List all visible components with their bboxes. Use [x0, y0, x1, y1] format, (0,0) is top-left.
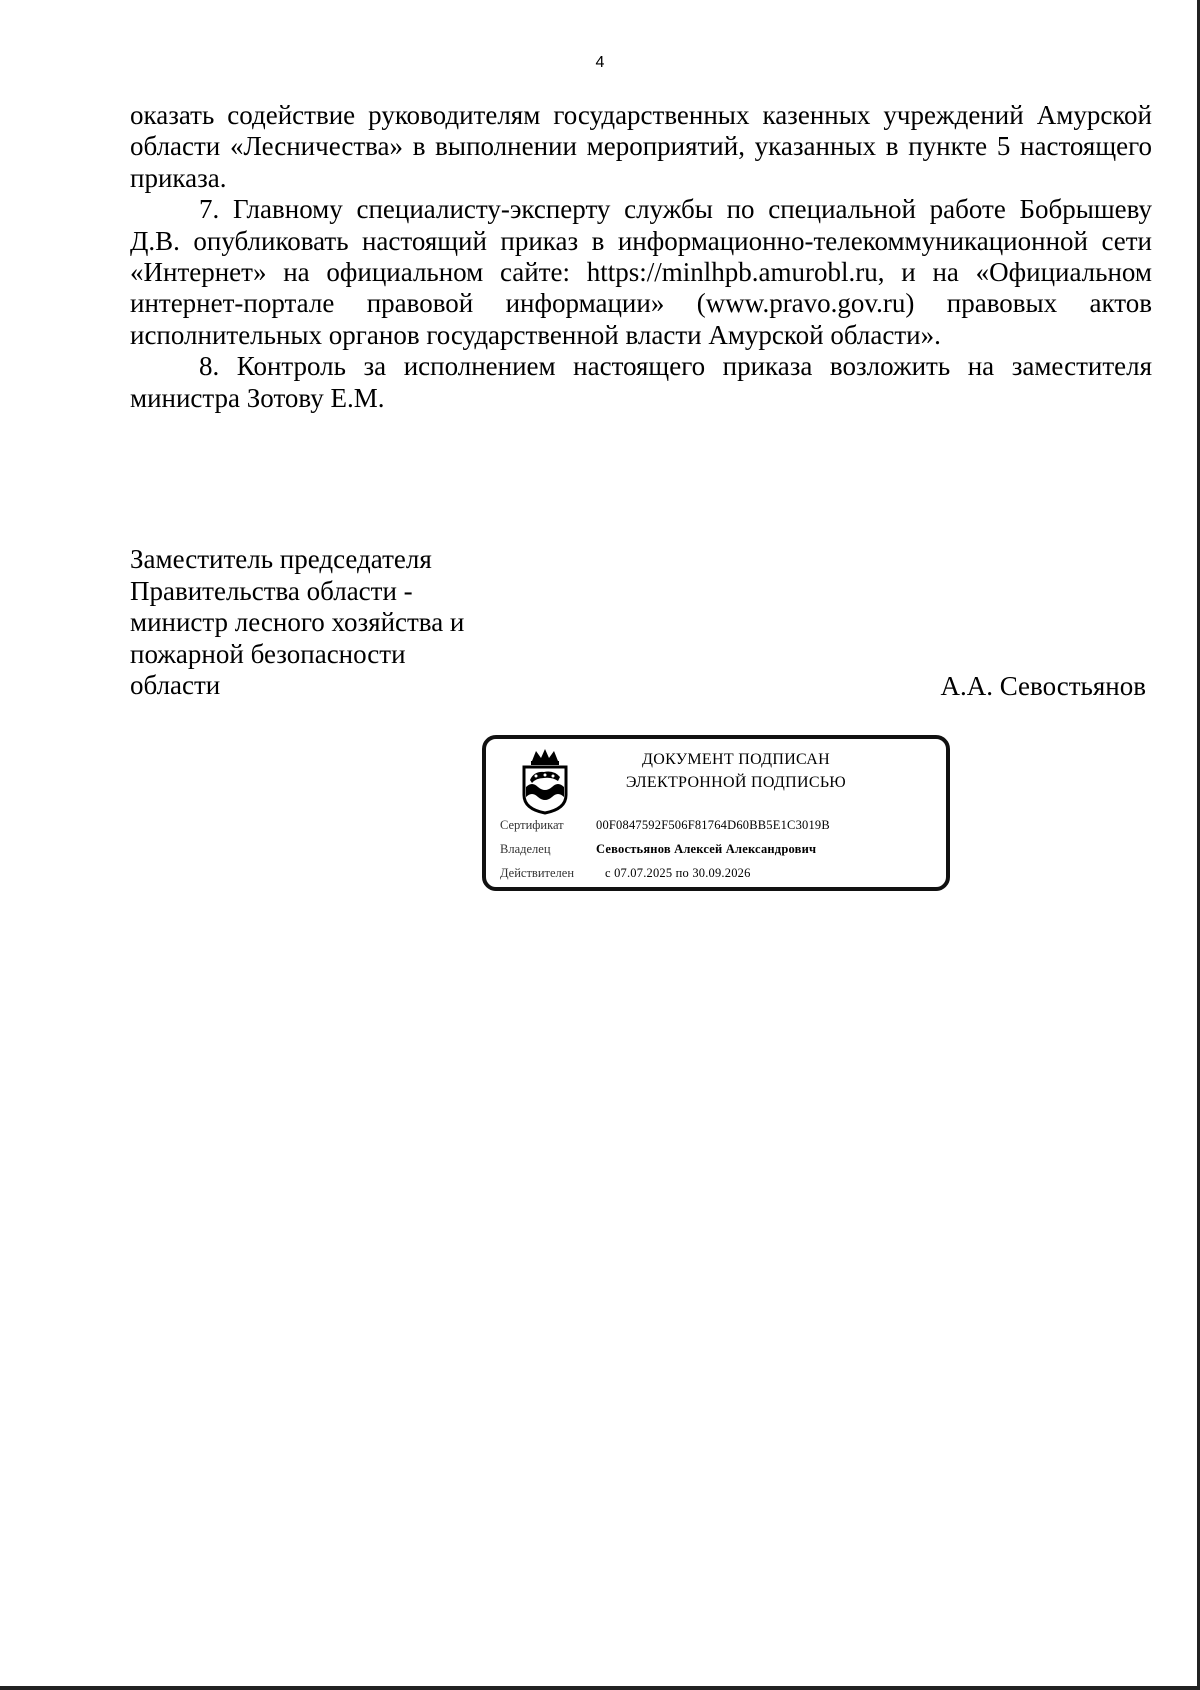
stamp-heading-line: ЭЛЕКТРОННОЙ ПОДПИСЬЮ — [625, 774, 847, 791]
signer-position — [130, 544, 530, 702]
stamp-validity-row — [500, 865, 751, 881]
paragraph-item-7: 7. Главному специалисту-эксперту службы по специальной работе Бобрышеву Д.В. опубликовать настоящий приказ в информационно-телекоммуникационной сети «Интернет» на официальном сайте: https://minlhpb.amurobl.ru, и на «Официальном интернет-портале правовой информации» (www.pravo.gov.ru) правовых актов исполнительных органов государственной власти Амурской области». — [130, 194, 1152, 350]
validity-label: Действителен — [500, 866, 575, 880]
stamp-certificate-row — [500, 817, 830, 833]
page-edge-bottom — [0, 1686, 1200, 1690]
signer-name: А.А. Севостьянов — [940, 671, 1146, 701]
coat-of-arms-icon — [518, 747, 572, 815]
validity-value: с 07.07.2025 по 30.09.2026 — [605, 866, 751, 880]
signer-position-line: Правительства области - — [130, 575, 413, 606]
electronic-signature-stamp — [482, 735, 950, 891]
page-number: 4 — [595, 54, 605, 71]
stamp-heading-line: ДОКУМЕНТ ПОДПИСАН — [642, 751, 830, 768]
certificate-label: Сертификат — [500, 818, 564, 832]
signer-position-line: Заместитель председателя — [130, 544, 432, 574]
signer-position-line: министр лесного хозяйства и — [130, 607, 465, 638]
document-body — [130, 100, 1152, 414]
owner-value: Севостьянов Алексей Александрович — [596, 842, 817, 856]
owner-label: Владелец — [500, 842, 551, 856]
certificate-value: 00F0847592F506F81764D60BB5E1C3019B — [596, 818, 830, 832]
signer-position-line: пожарной безопасности — [130, 638, 406, 669]
stamp-heading — [606, 748, 866, 794]
paragraph-continuation: оказать содействие руководителям государственных казенных учреждений Амурской области «Лесничества» в выполнении мероприятий, указанных в пункте 5 настоящего приказа. — [130, 100, 1152, 193]
signer-position-line: области — [130, 670, 221, 701]
stamp-owner-row — [500, 841, 816, 857]
paragraph-item-8: 8. Контроль за исполнением настоящего приказа возложить на заместителя министра Зотову Е.М. — [130, 351, 1152, 413]
